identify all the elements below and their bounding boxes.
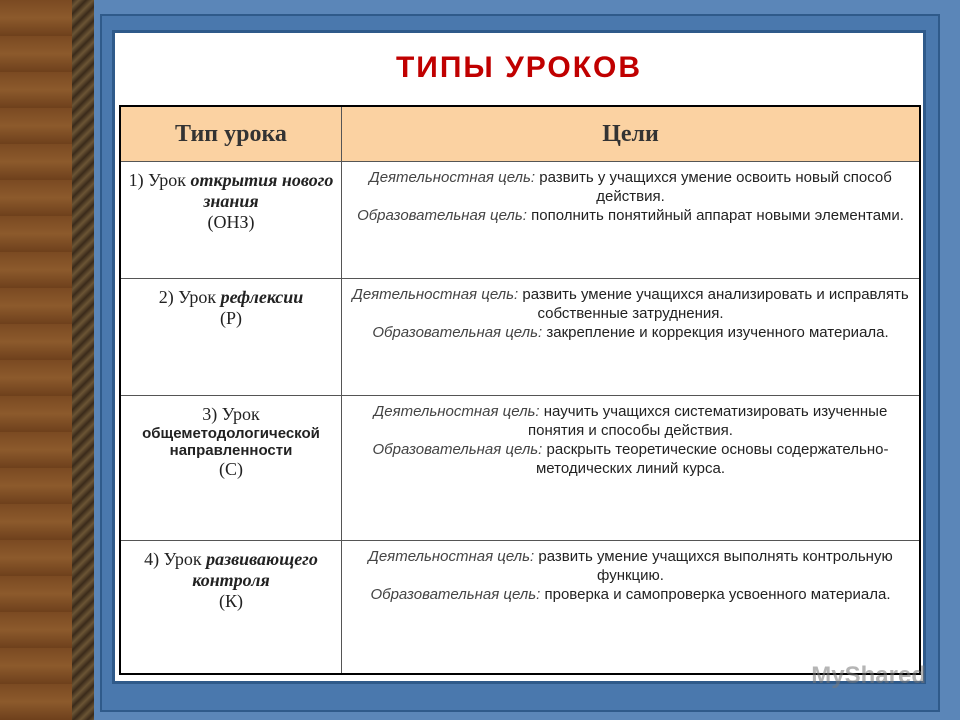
goals-cell	[342, 162, 921, 279]
education-goal-label: Образовательная цель:	[370, 586, 541, 603]
goals-cell	[342, 541, 921, 675]
goals-cell	[342, 396, 921, 541]
rope-border-decoration	[72, 0, 94, 720]
lesson-prefix: 2) Урок	[158, 287, 217, 307]
table-row	[120, 396, 920, 541]
table-row	[120, 279, 920, 396]
activity-goal-text: развить у учащихся умение освоить новый способ действия.	[539, 169, 892, 205]
lesson-type-cell	[120, 541, 342, 675]
slide	[112, 30, 926, 684]
education-goal-text: закрепление и коррекция изученного материала.	[546, 324, 889, 341]
lesson-abbr: (ОНЗ)	[207, 212, 255, 232]
education-goal-label: Образовательная цель:	[357, 207, 527, 224]
header-lesson-type: Тип урока	[120, 106, 342, 162]
education-goal-text: проверка и самопроверка усвоенного материала.	[544, 586, 891, 603]
lesson-type-cell	[120, 162, 342, 279]
header-goals: Цели	[342, 106, 921, 162]
activity-goal-text: научить учащихся систематизировать изученные понятия и способы действия.	[528, 403, 888, 439]
lesson-abbr: (К)	[219, 591, 243, 611]
lesson-abbr: (С)	[219, 459, 243, 479]
lesson-name: развивающего контроля	[192, 549, 318, 590]
activity-goal-label: Деятельностная цель:	[369, 169, 536, 186]
education-goal-label: Образовательная цель:	[372, 441, 543, 458]
lesson-type-cell	[120, 279, 342, 396]
education-goal-text: раскрыть теоретические основы содержательно-методических линий курса.	[535, 441, 889, 477]
table-row	[120, 541, 920, 675]
watermark-logo: MyShared	[811, 662, 926, 689]
activity-goal-label: Деятельностная цель:	[368, 548, 535, 565]
table-row	[120, 162, 920, 279]
lesson-prefix: 1) Урок	[128, 170, 187, 190]
lesson-name: открытия нового знания	[190, 170, 334, 211]
lesson-prefix: 4) Урок	[144, 549, 202, 569]
lesson-name: общеметодологической направленности	[142, 425, 320, 459]
goals-cell	[342, 279, 921, 396]
activity-goal-label: Деятельностная цель:	[373, 403, 540, 420]
lesson-name: рефлексии	[220, 287, 304, 307]
wood-border-decoration	[0, 0, 76, 720]
education-goal-text: пополнить понятийный аппарат новыми элементами.	[531, 207, 904, 224]
activity-goal-label: Деятельностная цель:	[352, 286, 519, 303]
lesson-types-table	[119, 105, 921, 675]
lesson-prefix: 3) Урок	[202, 404, 260, 424]
table-header-row	[120, 106, 920, 162]
education-goal-label: Образовательная цель:	[372, 324, 543, 341]
activity-goal-text: развить умение учащихся анализировать и исправлять собственные затруднения.	[522, 286, 909, 322]
activity-goal-text: развить умение учащихся выполнять контрольную функцию.	[538, 548, 893, 584]
slide-title: ТИПЫ УРОКОВ	[395, 51, 643, 84]
lesson-type-cell	[120, 396, 342, 541]
lesson-abbr: (Р)	[220, 308, 242, 328]
